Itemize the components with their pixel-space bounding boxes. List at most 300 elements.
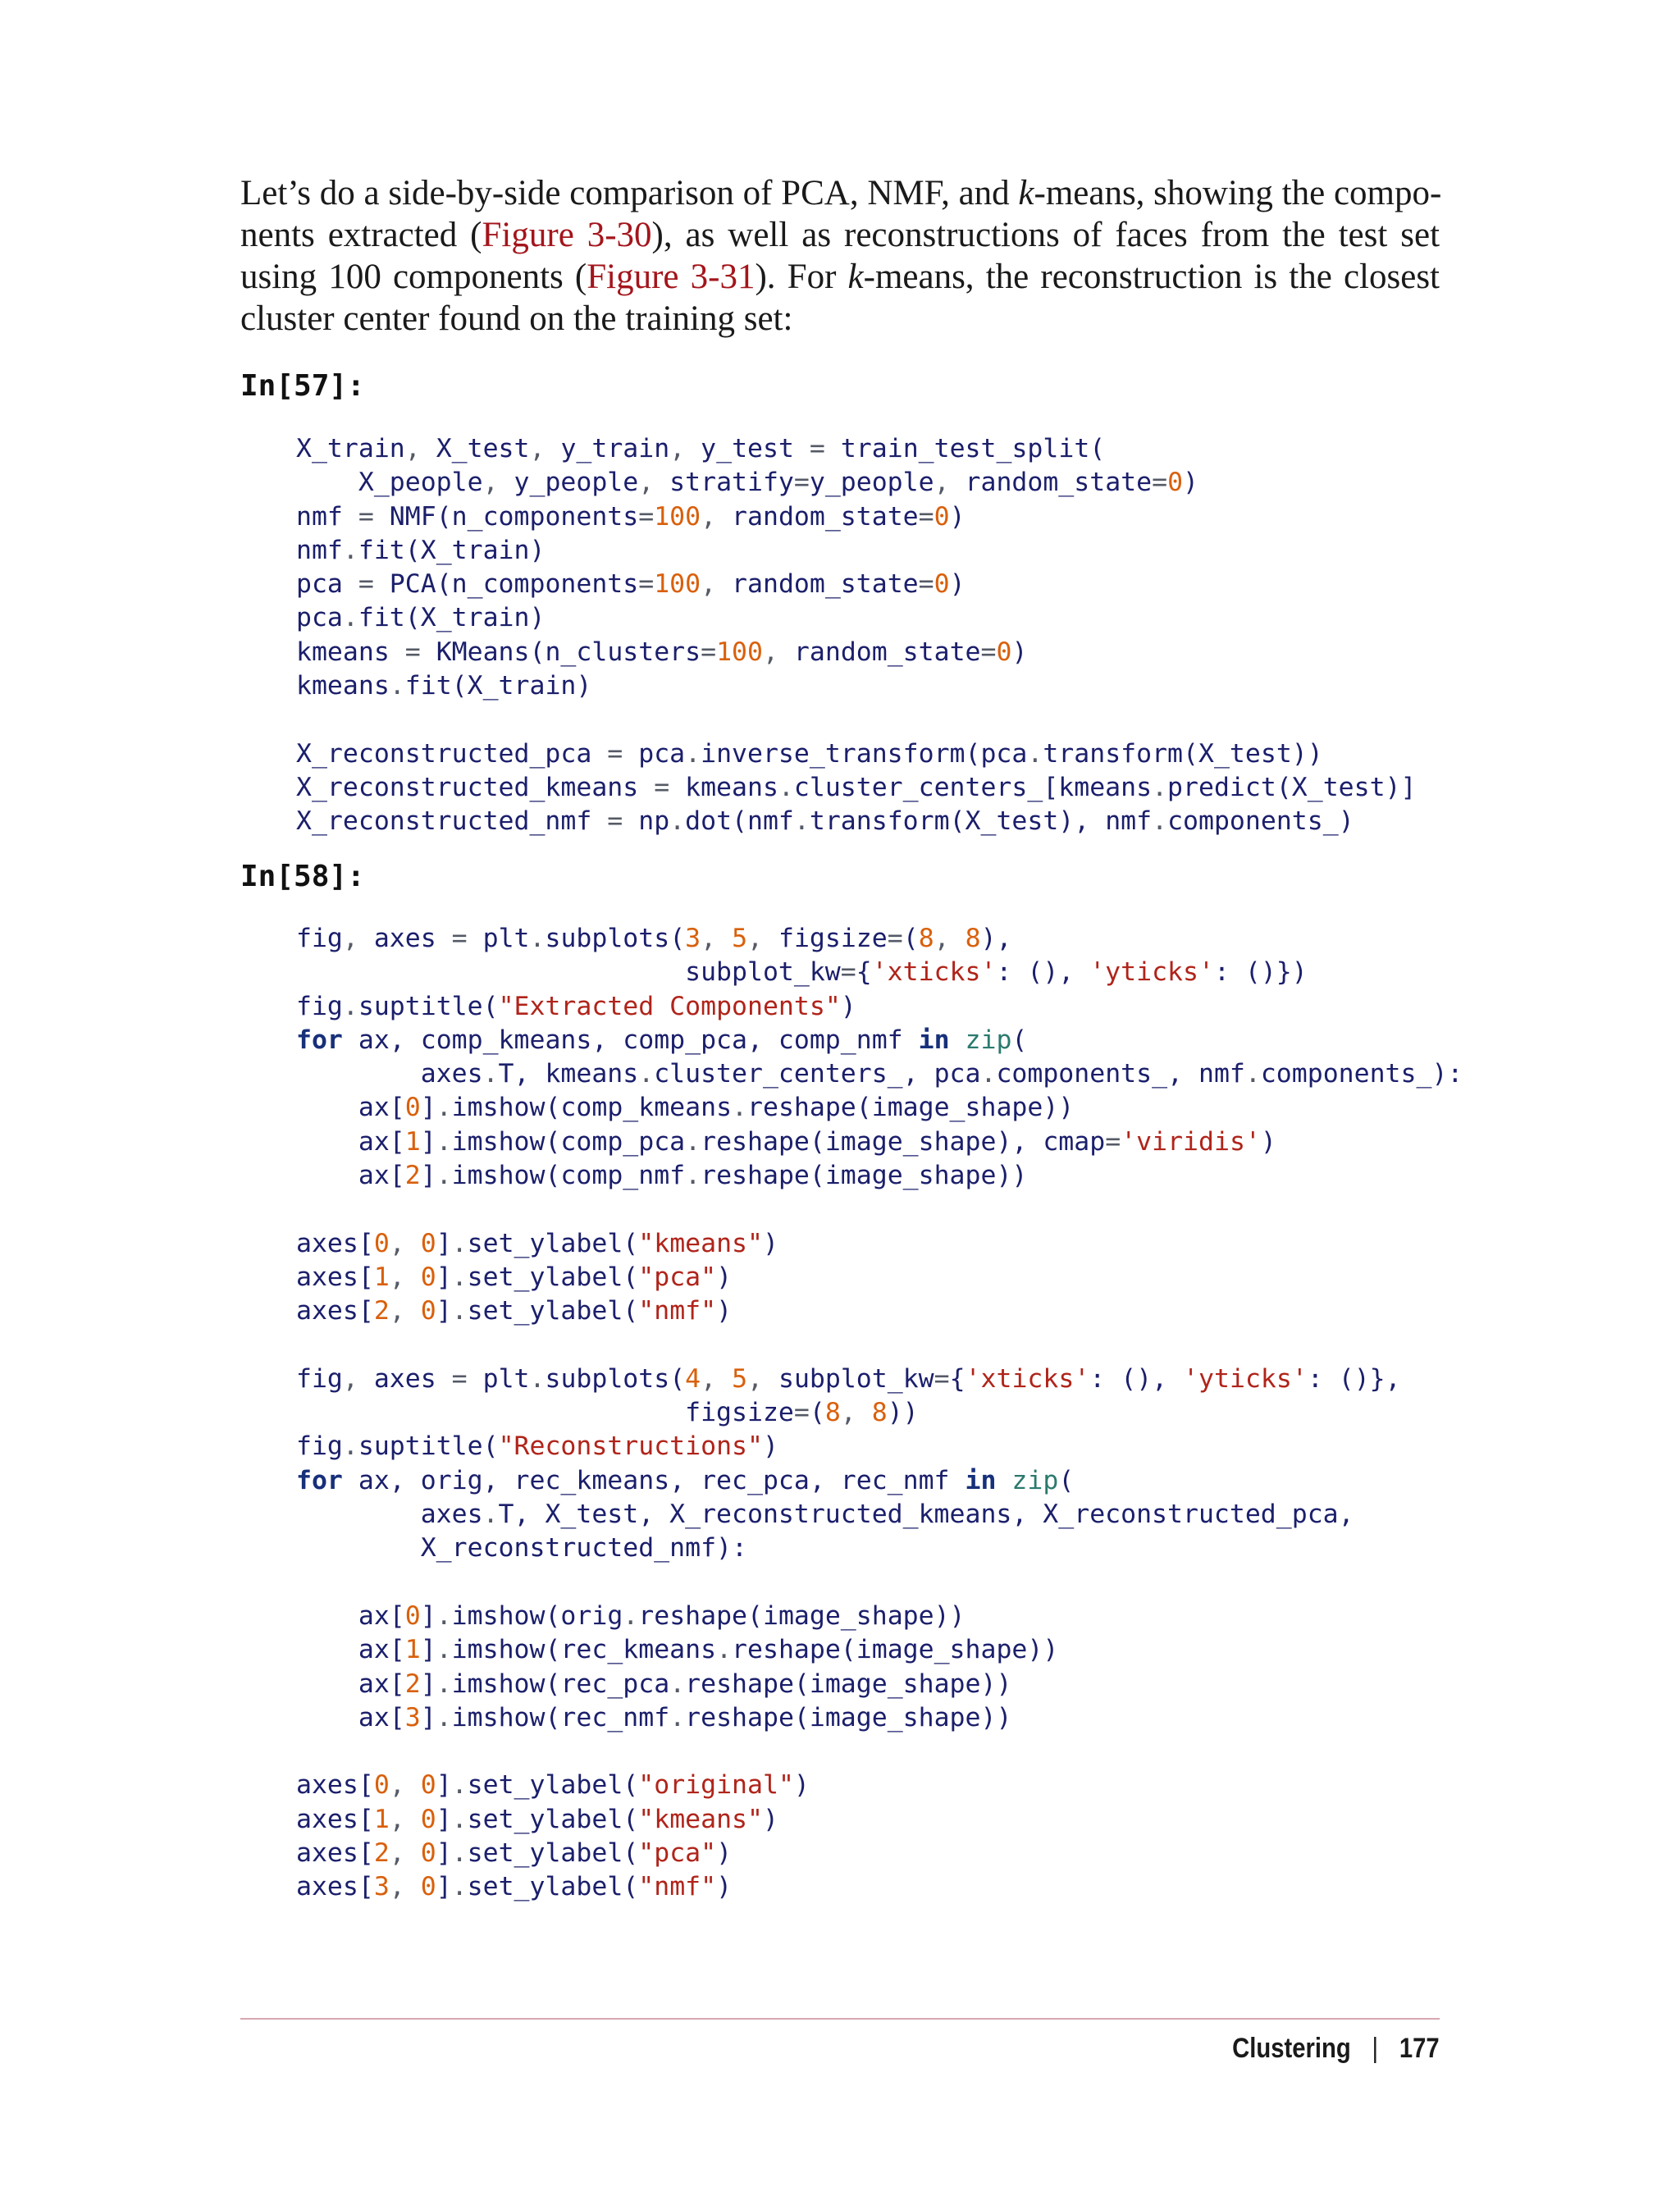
code-token: axes [373,1363,452,1394]
code-token: 'viridis' [1121,1126,1261,1157]
code-token: nmf [296,535,343,565]
code-token: axes[ [296,1872,374,1902]
code-token: = [934,1363,950,1394]
code-token: . [451,1838,468,1869]
code-token: axes[ [296,1838,374,1869]
code-token: ( [809,1398,825,1428]
code-token: . [436,1635,452,1665]
code-token: = [1152,468,1168,498]
code-token: axes[ [296,1228,374,1258]
code-token: : ()}) [1213,957,1308,988]
code-line [296,1735,1463,1769]
code-token: random_state [732,501,919,532]
code-token: ) [716,1296,733,1326]
code-token: ) [1011,637,1028,667]
code-token: reshape(image_shape)) [701,1161,1028,1191]
code-token: , [701,569,733,600]
code-token: in [965,1465,997,1495]
code-line [296,922,1463,956]
code-token: = [1105,1126,1121,1157]
code-token: ax[ [296,1702,405,1732]
paragraph-line: using 100 components (Figure 3-31). For k-means, the reconstruction is the closest [240,258,1440,296]
code-token: = [654,772,686,802]
code-token: : (), [1089,1363,1184,1394]
code-token: 0 [420,1838,436,1869]
code-token: ax[ [296,1635,405,1665]
code-token: , [638,468,670,498]
code-line [296,1159,1463,1193]
code-token: , [342,924,374,953]
code-token: 1 [404,1635,421,1665]
code-line [296,432,1416,466]
code-line [296,1329,1463,1363]
code-token: 'xticks' [871,957,997,988]
code-token: ax[ [296,1600,405,1631]
code-token: ] [436,1872,452,1902]
code-token: ax[ [296,1161,405,1191]
code-token: "Reconstructions" [498,1431,763,1462]
code-token: 'yticks' [1089,957,1214,988]
code-token: PCA(n_components [389,569,639,600]
code-token: = [918,569,934,600]
code-token: . [436,1600,452,1631]
code-token: figsize [778,924,888,953]
code-line [296,1668,1463,1701]
code-token: . [669,1669,686,1699]
code-token: . [342,603,358,633]
code-token: imshow(orig [451,1600,623,1631]
code-token: . [451,1770,468,1801]
code-token: ] [420,1161,436,1191]
code-token: , [404,434,436,463]
code-token: zip [1011,1465,1059,1495]
code-token: "Extracted Components" [498,991,841,1021]
code-token: . [623,1600,639,1631]
code-token: fig [296,991,343,1021]
code-line [296,1701,1463,1735]
code-token: 2 [404,1161,421,1191]
code-token: set_ylabel( [467,1872,639,1902]
code-token: subplots( [545,924,686,953]
code-token: . [1027,738,1043,769]
code-token: ] [436,1228,452,1258]
code-token: ) [840,991,856,1021]
code-token: 1 [373,1262,390,1292]
code-token: reshape(image_shape)) [732,1635,1059,1665]
code-token: , [529,434,561,463]
code-token: imshow(rec_nmf [451,1702,670,1732]
code-token: y_people [514,468,639,498]
page-footer [1232,2029,1440,2067]
code-token: ax[ [296,1093,405,1123]
code-token: { [856,957,872,988]
code-token: components_) [1167,806,1354,837]
figure-3-31-link[interactable]: Figure 3-31 [587,258,756,296]
code-token: . [529,924,546,953]
code-token: , [840,1398,872,1428]
code-line [296,1498,1463,1532]
code-token: axes [296,1500,483,1530]
code-token: reshape(image_shape)) [638,1600,966,1631]
code-token: subplot_kw [778,1363,934,1394]
code-token: ) [949,569,966,600]
intro-paragraph [240,172,1440,340]
code-token: = [809,434,841,463]
code-token [950,1025,966,1055]
code-token: . [980,1059,997,1089]
code-token: , [482,468,514,498]
code-token: reshape(image_shape)) [747,1093,1075,1123]
cell-prompt-57: In[57]: [240,369,365,403]
code-token: . [342,991,358,1021]
code-token: ] [420,1093,436,1123]
code-token: = [887,924,903,953]
code-token: ), [980,924,1012,953]
code-token: np [638,806,670,837]
code-token: components_, nmf [996,1059,1245,1089]
code-line [296,1532,1463,1565]
code-token: 'yticks' [1183,1363,1308,1394]
code-token: fit(X_train) [358,603,546,633]
code-token: random_state [732,569,919,600]
code-token: random_state [965,468,1153,498]
code-token: , [389,1770,421,1801]
code-token: = [701,637,717,667]
code-token: ( [1058,1465,1075,1495]
paragraph-line: Let’s do a side-by-side comparison of PCA, NMF, and k-means, showing the compo- [240,174,1442,212]
code-token: y_test [701,434,810,463]
code-token: in [918,1025,950,1055]
code-token: 8 [871,1398,888,1428]
code-token: 0 [996,637,1012,667]
code-line [296,1769,1463,1802]
code-token: , [747,1363,778,1394]
code-line [296,1057,1463,1091]
code-token: 0 [420,1296,436,1326]
code-token [996,1466,1011,1495]
code-token: 2 [373,1296,390,1326]
code-token: X_reconstructed_nmf): [296,1533,747,1564]
code-token: pca [638,738,686,769]
code-token: 5 [732,924,748,953]
code-token: 5 [732,1363,748,1394]
code-token: X_train [296,434,405,463]
code-token: figsize [296,1398,794,1428]
code-line [296,956,1463,989]
code-line [296,1430,1463,1463]
code-token: 0 [420,1770,436,1801]
code-token: = [404,637,436,667]
code-token: reshape(image_shape)) [685,1702,1012,1732]
code-token: . [342,535,358,565]
code-token: . [451,1296,468,1326]
code-line [296,805,1416,838]
code-token: , [669,434,701,463]
code-token: = [607,806,639,837]
code-token: 8 [918,924,934,953]
code-token: ] [436,1838,452,1869]
code-token: , [701,501,733,532]
code-token: . [436,1093,452,1123]
code-token: , [934,468,966,498]
code-token: X_reconstructed_pca [296,738,608,769]
code-token: nmf [296,501,358,532]
code-token: ( [902,924,919,953]
code-token: cluster_centers_, pca [654,1059,981,1089]
code-line [296,1464,1463,1498]
code-token: . [685,1161,701,1191]
code-line [296,703,1416,737]
code-line [296,466,1416,500]
code-line [296,1294,1463,1328]
code-token: ) [716,1262,733,1292]
code-token: fit(X_train) [358,535,546,565]
code-line [296,737,1416,771]
code-token: , [934,924,966,953]
code-token: 2 [373,1838,390,1869]
code-token: imshow(comp_kmeans [451,1093,733,1123]
code-token: ] [420,1600,436,1631]
code-token: . [451,1262,468,1292]
code-token: X_reconstructed_kmeans [296,772,655,802]
code-token: . [685,738,701,769]
code-line [296,601,1416,635]
code-token: ] [420,1669,436,1699]
code-token: ] [436,1296,452,1326]
code-token: 3 [685,924,701,953]
code-line [296,1600,1463,1633]
code-token: 0 [373,1770,390,1801]
code-token: ] [420,1635,436,1665]
code-token: random_state [793,637,981,667]
code-token: = [918,501,934,532]
code-token: y_people [809,468,934,498]
code-token: = [358,501,390,532]
code-token: ax, comp_kmeans, comp_pca, comp_nmf [342,1025,919,1055]
code-token: ) [793,1770,810,1801]
code-token: "nmf" [638,1296,717,1326]
code-line [296,500,1416,534]
code-token: T, X_test, X_reconstructed_kmeans, X_reconstructed_pca, [498,1500,1354,1530]
code-block-58 [296,922,1463,1905]
code-token: . [793,806,810,837]
code-token: "kmeans" [638,1804,763,1834]
code-token: )) [887,1398,919,1428]
code-token: = [840,957,856,988]
code-token: X_people [296,468,483,498]
code-token: , [389,1296,421,1326]
code-token: 100 [654,569,701,600]
page-number: 177 [1399,2033,1440,2064]
code-token: fig [296,1431,343,1462]
code-token: . [482,1500,499,1530]
paragraph-line: cluster center found on the training set: [240,299,793,338]
code-token: ) [716,1838,733,1869]
code-token: kmeans [296,637,405,667]
code-token: . [669,1702,686,1732]
code-line [296,568,1416,601]
code-line [296,1024,1463,1057]
code-token: 0 [420,1228,436,1258]
code-token: . [451,1872,468,1902]
code-line [296,1125,1463,1159]
code-token: : (), [996,957,1090,988]
code-token: axes [296,1059,483,1089]
code-token: , [701,924,733,953]
code-token: 3 [404,1702,421,1732]
code-line [296,1396,1463,1430]
code-token: imshow(rec_pca [451,1669,670,1699]
code-token: ) [716,1872,733,1902]
code-line [296,1227,1463,1261]
code-token: , [389,1262,421,1292]
code-token: 2 [404,1669,421,1699]
code-token: axes[ [296,1296,374,1326]
code-token: = [451,1363,483,1394]
code-token: 1 [404,1126,421,1157]
code-token: , [762,637,794,667]
code-token: imshow(comp_pca [451,1126,686,1157]
code-token: transform(X_test), nmf [809,806,1153,837]
code-token: NMF(n_components [389,501,639,532]
code-token: T, kmeans [498,1059,639,1089]
code-token: plt [482,924,530,953]
code-token: . [1244,1059,1261,1089]
code-line [296,990,1463,1024]
code-token: . [451,1804,468,1834]
code-token: ax[ [296,1126,405,1157]
code-token: . [436,1669,452,1699]
code-token: subplot_kw [296,957,841,988]
code-token: pca [296,603,343,633]
code-block-57 [296,432,1416,839]
code-token: set_ylabel( [467,1228,639,1258]
code-token: X_reconstructed_nmf [296,806,608,837]
code-token: transform(X_test)) [1043,738,1323,769]
code-token: fig [296,1363,343,1394]
code-line [296,636,1416,669]
code-token: imshow(comp_nmf [451,1161,686,1191]
code-token: KMeans(n_clusters [436,637,701,667]
code-token: , [389,1804,421,1834]
code-token: , [389,1872,421,1902]
code-token: = [638,501,655,532]
code-token: , [747,924,778,953]
code-token: ] [436,1804,452,1834]
code-token: axes[ [296,1770,374,1801]
code-token: , [389,1228,421,1258]
code-token: for [296,1025,343,1055]
code-token: . [685,1126,701,1157]
code-token: train_test_split( [840,434,1106,463]
code-token: ) [762,1228,778,1258]
code-line [296,1837,1463,1870]
code-token: cluster_centers_[kmeans [793,772,1153,802]
code-token: stratify [669,468,794,498]
code-token: ) [762,1804,778,1834]
code-token: 8 [965,924,981,953]
code-token: 8 [824,1398,841,1428]
code-line [296,1633,1463,1667]
code-token: axes [373,924,452,953]
code-token: "pca" [638,1262,717,1292]
footer-separator: | [1372,2033,1379,2064]
code-token: axes[ [296,1262,374,1292]
code-token: ] [436,1262,452,1292]
code-token: . [778,772,794,802]
code-token: inverse_transform(pca [701,738,1028,769]
section-title: Clustering [1232,2033,1352,2064]
code-token: "kmeans" [638,1228,763,1258]
code-token: ) [949,501,966,532]
code-token: : ()}, [1307,1363,1401,1394]
code-token: "original" [638,1770,794,1801]
code-token: ] [436,1770,452,1801]
code-token: fig [296,924,343,953]
code-token: = [793,468,810,498]
code-token: ax, orig, rec_kmeans, rec_pca, rec_nmf [342,1465,966,1495]
code-token: . [436,1702,452,1732]
figure-3-30-link[interactable]: Figure 3-30 [482,216,652,254]
code-token: . [389,671,405,701]
code-token: y_train [560,434,670,463]
code-line [296,1566,1463,1600]
code-token: = [451,924,483,953]
code-token: 0 [934,569,950,600]
code-token: zip [965,1025,1012,1055]
code-line [296,1261,1463,1294]
code-token: ] [420,1126,436,1157]
code-token: imshow(rec_kmeans [451,1635,717,1665]
paragraph-line: nents extracted (Figure 3-30), as well as reconstructions of faces from the test set [240,216,1440,254]
code-token: 0 [934,501,950,532]
code-token: = [638,569,655,600]
code-token: . [716,1635,733,1665]
code-token: = [793,1398,810,1428]
code-token: reshape(image_shape), cmap [701,1126,1106,1157]
code-token: ) [762,1431,778,1462]
code-line [296,1363,1463,1396]
code-token: , [701,1363,733,1394]
code-token: fit(X_train) [404,671,592,701]
code-token: 1 [373,1804,390,1834]
code-token: dot(nmf [685,806,794,837]
code-token: 0 [404,1600,421,1631]
code-token: 0 [420,1872,436,1902]
code-token: ] [420,1702,436,1732]
code-token: X_test [436,434,530,463]
code-token: set_ylabel( [467,1838,639,1869]
code-token: predict(X_test)] [1167,772,1417,802]
code-token: for [296,1465,343,1495]
code-token: axes[ [296,1804,374,1834]
code-token: . [451,1228,468,1258]
code-token: set_ylabel( [467,1770,639,1801]
code-token: reshape(image_shape)) [685,1669,1012,1699]
code-token: set_ylabel( [467,1262,639,1292]
cell-prompt-58: In[58]: [240,860,365,893]
code-token: pca [296,569,358,600]
code-token: subplots( [545,1363,686,1394]
code-token: 'xticks' [965,1363,1090,1394]
code-token: 0 [1167,468,1184,498]
code-line [296,1870,1463,1904]
code-line [296,534,1416,568]
code-token: . [342,1431,358,1462]
code-token: . [436,1126,452,1157]
code-token: 0 [420,1804,436,1834]
code-line [296,1803,1463,1837]
